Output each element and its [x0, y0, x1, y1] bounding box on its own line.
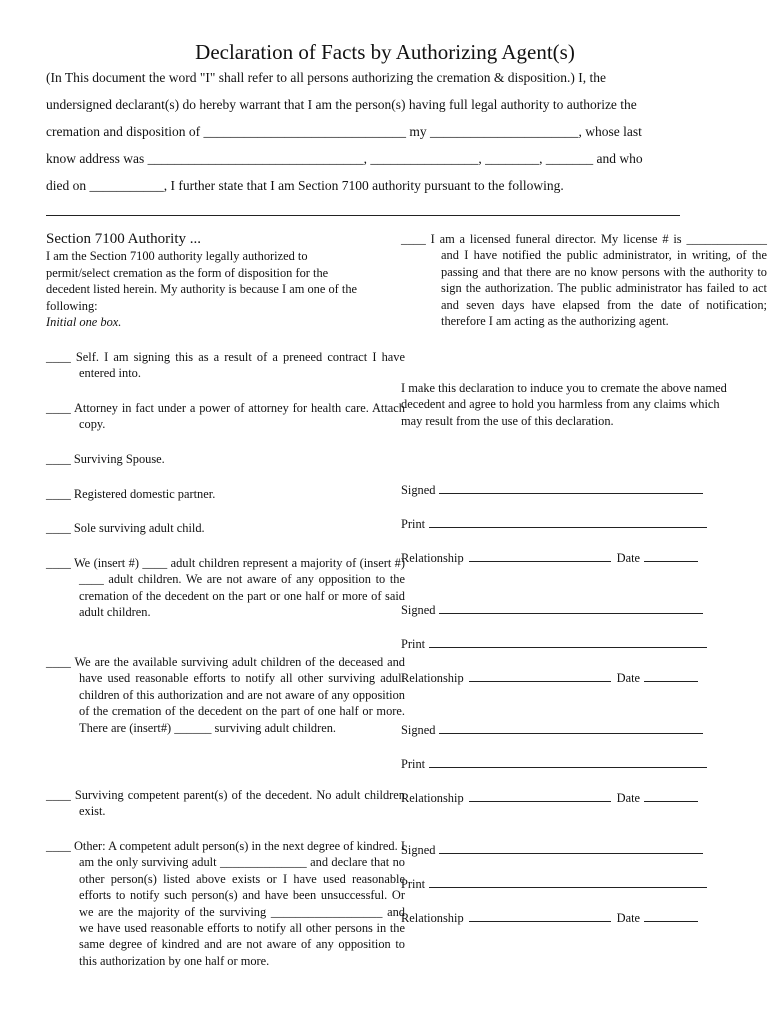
sig-relationship-row-3	[401, 790, 698, 806]
intro-line-1: (In This document the word "I" shall refer to all persons authorizing the cremation & disposition.) I, the	[46, 70, 607, 85]
sig-signed-label: Signed	[401, 843, 436, 857]
section-7100-block	[46, 231, 372, 330]
sig-signed-row-2	[401, 602, 703, 618]
sig-signed-row-3	[401, 722, 703, 738]
sig-date-label: Date	[616, 671, 641, 685]
option-available-children[interactable]: ____ We are the available surviving adult children of the deceased and have used reasonable efforts to notify all other surviving adult children of this authorization and are not aware of any opposition of the cremation of the decedent on the part of one half or more. There are (insert#) ______ surviving adult children.	[46, 655, 405, 735]
option-domestic-partner[interactable]: ____ Registered domestic partner.	[46, 487, 216, 501]
sig-date-field-1[interactable]	[644, 550, 698, 562]
option-majority-children[interactable]: ____ We (insert #) ____ adult children represent a majority of (insert #) ____ adult children. We are not aware of any opposition to the cremation of the decedent on the part or one half or more of said adult children.	[46, 556, 405, 620]
sig-print-row-3	[401, 756, 707, 772]
sig-signed-field-4[interactable]	[439, 842, 703, 854]
sig-signed-field-2[interactable]	[439, 602, 703, 614]
sig-relationship-label: Relationship	[401, 551, 464, 565]
sig-relationship-row-2	[401, 670, 698, 686]
intro-line-5: died on ___________, I further state that I am Section 7100 authority pursuant to the following.	[46, 178, 564, 193]
sig-date-field-4[interactable]	[644, 910, 698, 922]
sig-date-label: Date	[616, 551, 641, 565]
sig-print-row-4	[401, 876, 707, 892]
sig-print-field-3[interactable]	[429, 756, 707, 768]
sig-print-field-4[interactable]	[429, 876, 707, 888]
sig-relationship-field-1[interactable]	[469, 550, 611, 562]
option-self[interactable]: ____ Self. I am signing this as a result of a preneed contract I have entered into.	[46, 350, 405, 381]
sig-date-label: Date	[616, 911, 641, 925]
page-title: Declaration of Facts by Authorizing Agent(s)	[195, 40, 575, 64]
sig-signed-label: Signed	[401, 483, 436, 497]
divider	[46, 215, 680, 216]
sig-print-row-2	[401, 636, 707, 652]
sig-signed-label: Signed	[401, 723, 436, 737]
sig-signed-field-1[interactable]	[439, 482, 703, 494]
section-instruction: Initial one box.	[46, 315, 122, 330]
sig-date-label: Date	[616, 791, 641, 805]
sig-relationship-row-4	[401, 910, 698, 926]
sig-print-label: Print	[401, 517, 426, 531]
sig-date-field-3[interactable]	[644, 790, 698, 802]
intro-line-4: know address was ________________________________, ________________, ________, _______ and who	[46, 151, 643, 166]
section-heading: Section 7100 Authority ...	[46, 231, 201, 247]
sig-print-row-1	[401, 516, 707, 532]
sig-relationship-field-4[interactable]	[469, 910, 611, 922]
option-attorney[interactable]: ____ Attorney in fact under a power of attorney for health care. Attach copy.	[46, 401, 405, 432]
option-sole-child[interactable]: ____ Sole surviving adult child.	[46, 521, 205, 535]
sig-print-field-1[interactable]	[429, 516, 707, 528]
sig-signed-row-4	[401, 842, 703, 858]
sig-relationship-field-2[interactable]	[469, 670, 611, 682]
section-body: I am the Section 7100 authority legally authorized to permit/select cremation as the form of disposition for the decedent listed herein. My authority is because I am one of the following:	[46, 249, 358, 313]
intro-line-3: cremation and disposition of ______________________________ my ______________________, whose last	[46, 124, 642, 139]
sig-date-field-2[interactable]	[644, 670, 698, 682]
sig-signed-field-3[interactable]	[439, 722, 703, 734]
intro-line-2: undersigned declarant(s) do hereby warrant that I am the person(s) having full legal authority to authorize the	[46, 97, 637, 112]
sig-print-field-2[interactable]	[429, 636, 707, 648]
sig-print-label: Print	[401, 637, 426, 651]
funeral-director-option[interactable]: ____ I am a licensed funeral director. My license # is _____________ and I have notified the public administrator, in writing, of the passing and that there are no know persons with the authority to sign the authorization. The public administrator has failed to act and seven days have elapsed from the date of notification; therefore I am acting as the authorizing agent.	[401, 232, 767, 329]
sig-relationship-row-1	[401, 550, 698, 566]
option-other[interactable]: ____ Other: A competent adult person(s) in the next degree of kindred. I am the only surviving adult ______________ and declare that no other person(s) listed above exists or I have used reasonable efforts to notify such person(s) and have been unsuccessful. Or we are the majority of the surviving __________________ and we have used reasonable efforts to notify all other persons in the same degree of kindred and are not aware of any opposition to this authorization by one half or more.	[46, 839, 405, 968]
sig-print-label: Print	[401, 757, 426, 771]
sig-relationship-label: Relationship	[401, 671, 464, 685]
sig-relationship-label: Relationship	[401, 911, 464, 925]
option-parents[interactable]: ____ Surviving competent parent(s) of the decedent. No adult children exist.	[46, 788, 405, 819]
option-spouse[interactable]: ____ Surviving Spouse.	[46, 452, 165, 466]
sig-signed-label: Signed	[401, 603, 436, 617]
sig-relationship-field-3[interactable]	[469, 790, 611, 802]
declaration-text: I make this declaration to induce you to cremate the above named decedent and agree to hold you harmless from any claims which may result from the use of this declaration.	[401, 381, 727, 428]
sig-print-label: Print	[401, 877, 426, 891]
sig-relationship-label: Relationship	[401, 791, 464, 805]
sig-signed-row-1	[401, 482, 703, 498]
